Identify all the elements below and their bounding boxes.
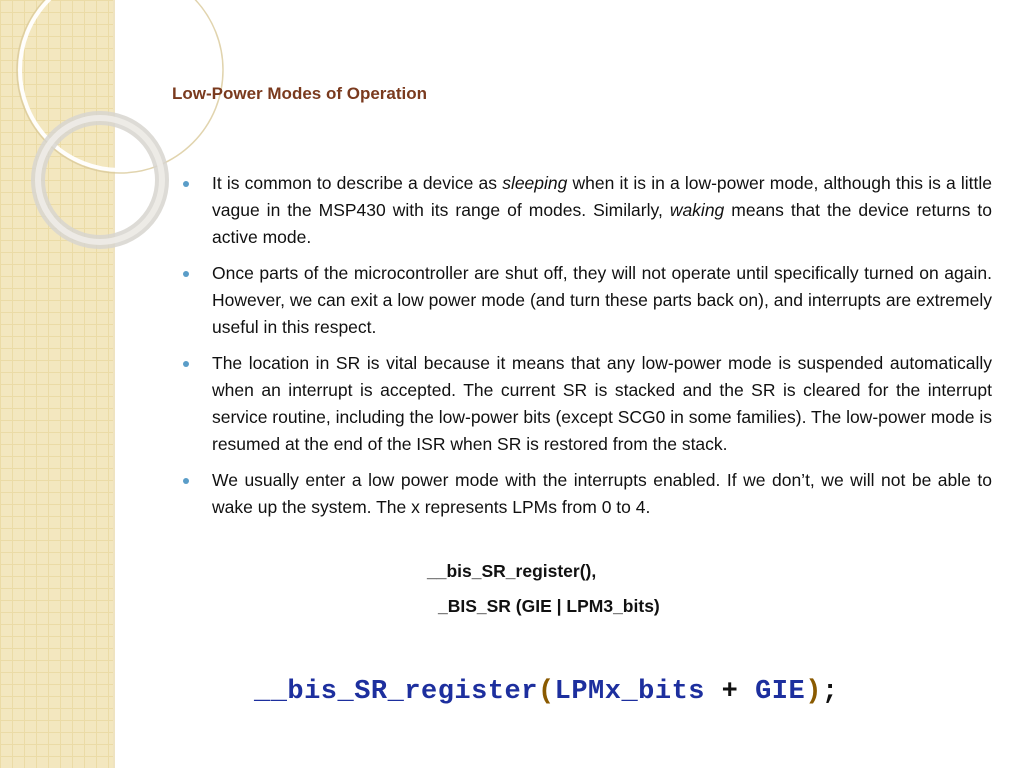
code-token: GIE [755,677,806,707]
bullet-text: The location in SR is vital because it means that any low-power mode is suspended automatically when an interrupt is accepted. The current SR is stacked and the SR is cleared for the interrupt service routine, including the low-power bits (except SCG0 in some families). The low-power mode is resumed at the end of the ISR when SR is restored from the stack. [212,353,992,454]
decorative-ring-small-highlight [38,118,162,242]
code-token: ( [537,677,555,707]
bullet-dot-icon [183,361,189,367]
bullet-dot-icon [183,181,189,187]
code-token: ; [821,677,839,707]
bullet-item [180,350,992,458]
slide-content [180,170,992,530]
code-token: LPMx_bits [554,677,705,707]
code-token: + [704,677,756,707]
bullet-text: We usually enter a low power mode with the interrupts enabled. If we don’t, we will not be able to wake up the system. The x represents LPMs from 0 to 4. [212,470,992,517]
bullet-item [180,170,992,251]
bullet-emphasis-text: sleeping [502,173,568,193]
code-line-bis-sr-register: __bis_SR_register(), [427,561,597,581]
bullet-dot-icon [183,271,189,277]
bullet-list [180,170,992,521]
bullet-text: Once parts of the microcontroller are shut off, they will not operate until specifically turned on again. However, we can exit a low power mode (and turn these parts back on), and interrupts are extremely useful in this respect. [212,263,992,337]
bullet-emphasis-text: waking [669,200,725,220]
bullet-item [180,467,992,521]
bullet-dot-icon [183,478,189,484]
bullet-text: It is common to describe a device as [212,173,503,193]
code-sample-image [254,677,839,707]
code-token: __bis_SR_register [254,677,538,707]
bullet-text: when it is in a low-power mode, although this is a little vague in the MSP430 with its range of modes. Similarly, [212,173,992,220]
bullet-item [180,260,992,341]
bullet-text: means that the device returns to active mode. [212,200,992,247]
slide-title: Low-Power Modes of Operation [172,84,428,103]
code-line-bis-sr-gie: _BIS_SR (GIE | LPM3_bits) [438,596,660,616]
code-token: ) [805,677,822,707]
